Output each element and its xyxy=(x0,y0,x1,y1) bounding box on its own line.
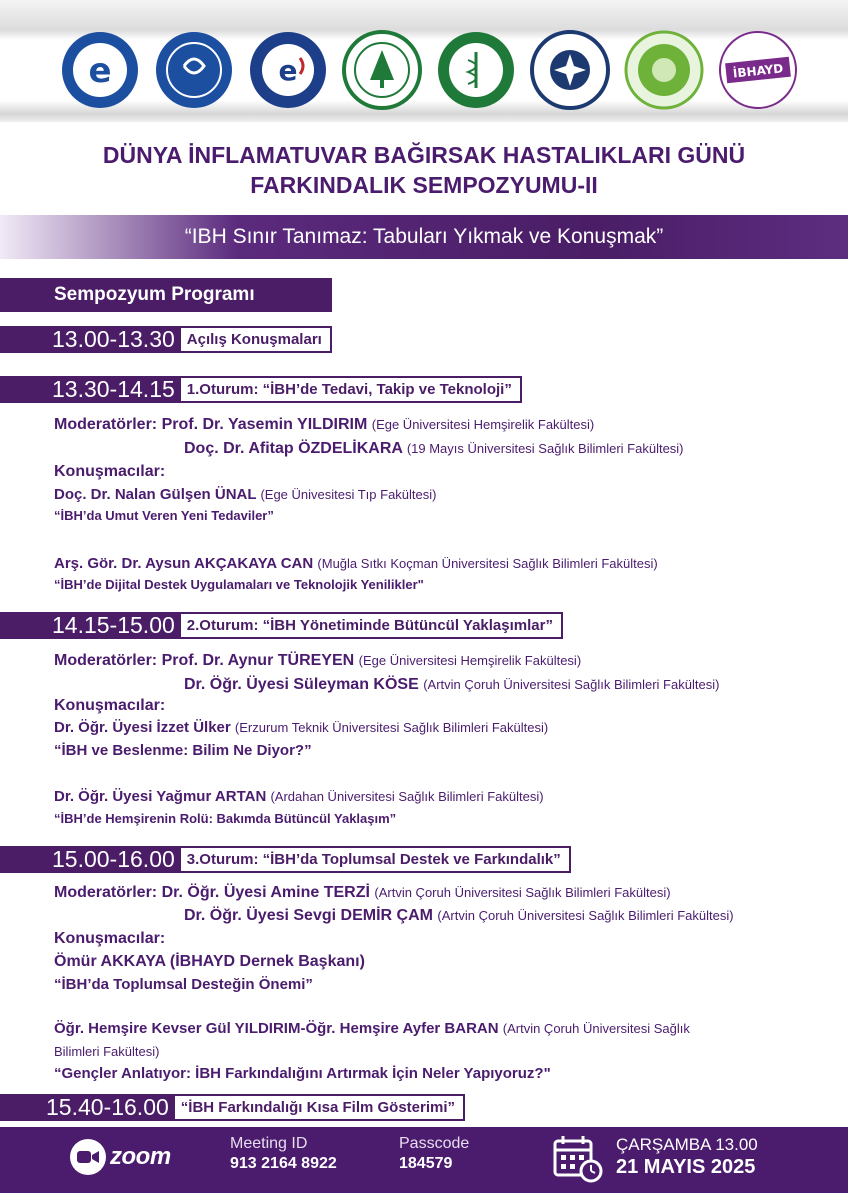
session1-speakers-label: Konuşmacılar: xyxy=(54,463,166,480)
moderator-name: Dr. Öğr. Üyesi Süleyman KÖSE xyxy=(184,676,419,693)
moderators-label: Moderatörler: xyxy=(54,652,158,669)
session3-row xyxy=(0,846,571,873)
ege-hemsirelik-logo xyxy=(248,30,328,110)
speaker-name: Doç. Dr. Nalan Gülşen ÜNAL xyxy=(54,486,257,503)
moderators-label: Moderatörler: xyxy=(54,884,158,901)
session1-speaker-1-topic: “İBH’da Umut Veren Yeni Tedaviler” xyxy=(54,508,274,523)
session1-moderator-1 xyxy=(54,416,594,434)
zoom-camera-icon xyxy=(70,1139,106,1175)
ege-universitesi-heart-logo xyxy=(154,30,234,110)
moderator-affiliation: (Ege Üniversitesi Hemşirelik Fakültesi) xyxy=(358,653,582,668)
ege-universitesi-logo xyxy=(60,30,140,110)
moderator-name: Prof. Dr. Aynur TÜREYEN xyxy=(161,652,355,669)
calendar-clock-icon xyxy=(553,1135,603,1188)
speaker-affiliation: (Erzurum Teknik Üniversitesi Sağlık Bilimleri Fakültesi) xyxy=(234,720,549,735)
moderator-affiliation: (19 Mayıs Üniversitesi Sağlık Bilimleri Fakültesi) xyxy=(406,441,684,456)
program-label: Sempozyum Programı xyxy=(0,278,332,312)
event-date: 21 MAYIS 2025 xyxy=(616,1156,756,1178)
session3-time: 15.00-16.00 xyxy=(0,846,179,873)
session1-speaker-1 xyxy=(54,486,436,503)
title-line-1: DÜNYA İNFLAMATUVAR BAĞIRSAK HASTALIKLARI GÜNÜ xyxy=(102,142,746,168)
ibhayd-logo xyxy=(718,30,798,110)
session2-time: 14.15-15.00 xyxy=(0,612,179,639)
moderator-name: Prof. Dr. Yasemin YILDIRIM xyxy=(161,416,368,433)
session3-moderator-1 xyxy=(54,884,671,902)
moderator-affiliation: (Artvin Çoruh Üniversitesi Sağlık Bilimleri Fakültesi) xyxy=(437,908,734,923)
session2-speakers-label: Konuşmacılar: xyxy=(54,697,166,714)
session2-moderator-2 xyxy=(184,676,719,694)
session2-title: 2.Oturum: “İBH Yönetiminde Bütüncül Yaklaşımlar” xyxy=(179,612,563,639)
session3-moderator-2 xyxy=(184,907,734,925)
speaker-name: Arş. Gör. Dr. Aysun AKÇAKAYA CAN xyxy=(54,555,314,572)
slogan-text: “IBH Sınır Tanımaz: Tabuları Yıkmak ve Konuşmak” xyxy=(184,225,664,248)
session3-speaker-2 xyxy=(54,1020,690,1037)
ardahan-universitesi-logo xyxy=(530,30,610,110)
session1-row xyxy=(0,376,522,403)
film-row xyxy=(0,1094,465,1121)
session3-speaker-2-affiliation-cont: Bilimleri Fakültesi) xyxy=(54,1044,160,1059)
slogan-banner xyxy=(0,215,848,259)
moderators-label: Moderatörler: xyxy=(54,416,158,433)
artvin-coruh-logo xyxy=(342,30,422,110)
artvin-hemsirelik-toplulugu-logo xyxy=(624,30,704,110)
session1-title: 1.Oturum: “İBH’de Tedavi, Takip ve Teknoloji” xyxy=(179,376,522,403)
moderator-affiliation: (Ege Üniversitesi Hemşirelik Fakültesi) xyxy=(371,417,595,432)
session2-speaker-2 xyxy=(54,788,544,805)
opening-title: Açılış Konuşmaları xyxy=(179,326,332,353)
svg-text:e: e xyxy=(88,51,112,91)
session1-speaker-2 xyxy=(54,555,658,572)
zoom-wordmark: zoom xyxy=(110,1143,171,1170)
speaker-affiliation: (Artvin Çoruh Üniversitesi Sağlık xyxy=(502,1021,690,1036)
event-day-time: ÇARŞAMBA 13.00 xyxy=(616,1135,758,1154)
svg-text:İBHAYD: İBHAYD xyxy=(732,61,784,81)
footer-bar xyxy=(0,1127,848,1193)
svg-text:e: e xyxy=(278,54,298,87)
session2-moderator-1 xyxy=(54,652,581,670)
film-time: 15.40-16.00 xyxy=(0,1094,173,1121)
logo-band xyxy=(0,0,848,122)
film-title: “İBH Farkındalığı Kısa Film Gösterimi” xyxy=(173,1094,465,1121)
session2-speaker-1 xyxy=(54,719,548,736)
passcode-value[interactable]: 184579 xyxy=(399,1155,453,1172)
session2-speaker-1-topic: “İBH ve Beslenme: Bilim Ne Diyor?” xyxy=(54,742,312,759)
meeting-id-block xyxy=(230,1135,337,1173)
meeting-id-value[interactable]: 913 2164 8922 xyxy=(230,1155,337,1172)
moderator-affiliation: (Artvin Çoruh Üniversitesi Sağlık Bilimleri Fakültesi) xyxy=(374,885,671,900)
session1-speaker-2-topic: “İBH’de Dijital Destek Uygulamaları ve Teknolojik Yenilikler" xyxy=(54,577,424,592)
moderator-name: Dr. Öğr. Üyesi Sevgi DEMİR ÇAM xyxy=(184,907,433,924)
session1-moderator-2 xyxy=(184,440,684,458)
opening-time: 13.00-13.30 xyxy=(0,326,179,353)
speaker-affiliation: (Ardahan Üniversitesi Sağlık Bilimleri Fakültesi) xyxy=(270,789,544,804)
session3-speaker-2-topic: “Gençler Anlatıyor: İBH Farkındalığını Artırmak İçin Neler Yapıyoruz?" xyxy=(54,1065,551,1082)
zoom-logo xyxy=(70,1139,171,1175)
speaker-name: Dr. Öğr. Üyesi Yağmur ARTAN xyxy=(54,788,267,805)
session3-speaker-1-topic: “İBH’da Toplumsal Desteğin Önemi” xyxy=(54,976,313,993)
logo-row xyxy=(60,30,798,110)
symposium-title xyxy=(0,140,848,200)
moderator-name: Dr. Öğr. Üyesi Amine TERZİ xyxy=(161,884,370,901)
session3-speakers-label: Konuşmacılar: xyxy=(54,930,166,947)
moderator-name: Doç. Dr. Afitap ÖZDELİKARA xyxy=(184,440,403,457)
speaker-name: Dr. Öğr. Üyesi İzzet Ülker xyxy=(54,719,231,736)
moderator-affiliation: (Artvin Çoruh Üniversitesi Sağlık Bilimleri Fakültesi) xyxy=(423,677,720,692)
passcode-block xyxy=(399,1135,469,1173)
artvin-saglik-logo xyxy=(436,30,516,110)
meeting-id-label: Meeting ID xyxy=(230,1135,308,1152)
passcode-label: Passcode xyxy=(399,1135,470,1152)
session2-row xyxy=(0,612,563,639)
title-line-2: FARKINDALIK SEMPOZYUMU-II xyxy=(250,172,598,198)
session3-title: 3.Oturum: “İBH’da Toplumsal Destek ve Farkındalık” xyxy=(179,846,571,873)
session2-speaker-2-topic: “İBH’de Hemşirenin Rolü: Bakımda Bütüncül Yaklaşım” xyxy=(54,811,397,826)
opening-row xyxy=(0,326,332,353)
speaker-affiliation: (Muğla Sıtkı Koçman Üniversitesi Sağlık Bilimleri Fakültesi) xyxy=(317,556,658,571)
session1-time: 13.30-14.15 xyxy=(0,376,179,403)
speaker-name: Öğr. Hemşire Kevser Gül YILDIRIM-Öğr. Hemşire Ayfer BARAN xyxy=(54,1020,499,1037)
speaker-affiliation: (Ege Ünivesitesi Tıp Fakültesi) xyxy=(260,487,437,502)
session3-speaker-1-name: Ömür AKKAYA (İBHAYD Dernek Başkanı) xyxy=(54,953,365,970)
